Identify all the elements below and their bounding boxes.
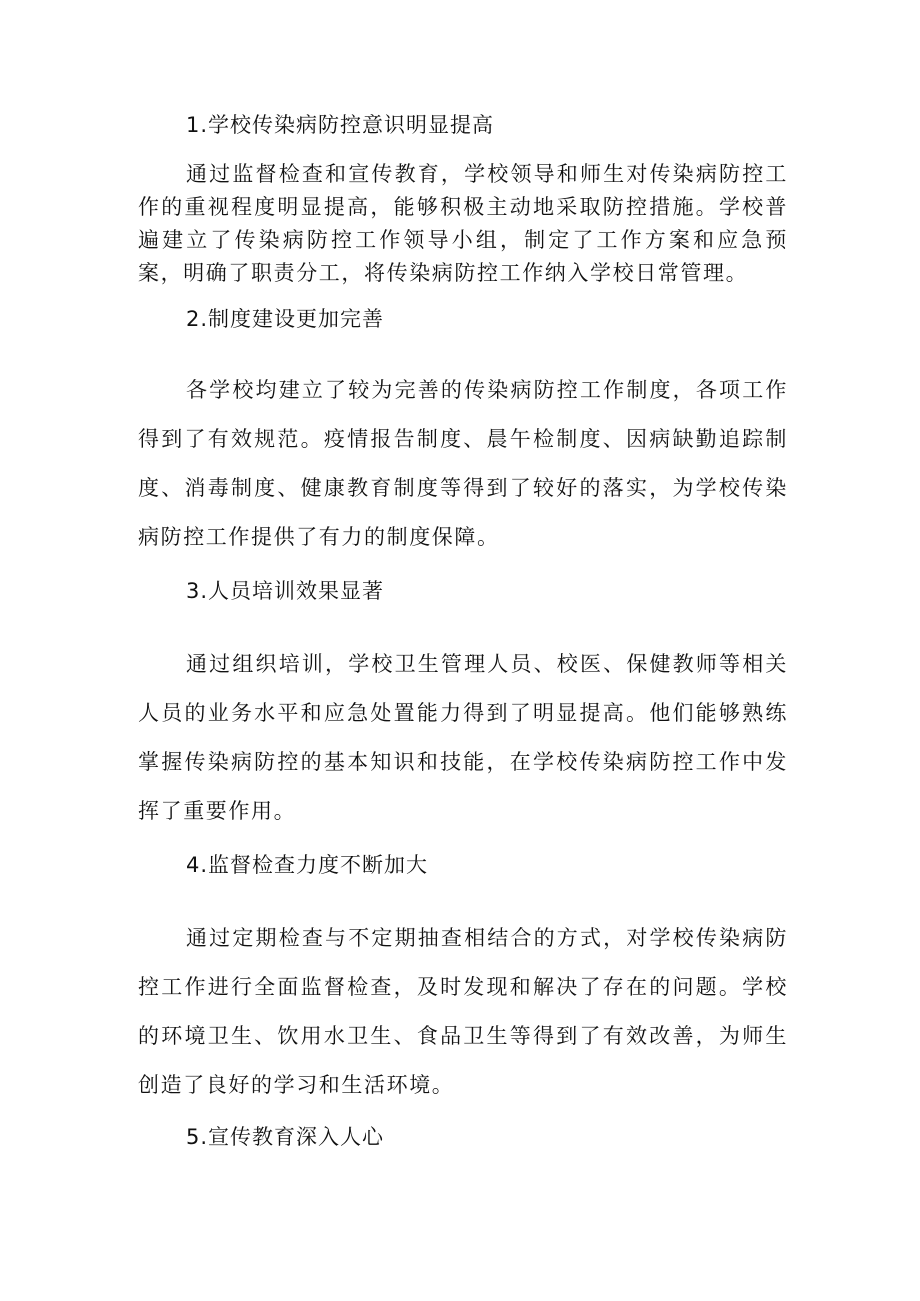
section-3-heading: 3.人员培训效果显著: [186, 579, 385, 603]
section-4-heading: 4.监督检查力度不断加大: [186, 853, 429, 877]
section-5-heading: 5.宣传教育深入人心: [186, 1125, 385, 1149]
section-4-body: 通过定期检查与不定期抽查相结合的方式，对学校传染病防控工作进行全面监督检查，及时发现和解决了存在的问题。学校的环境卫生、饮用水卫生、食品卫生等得到了有效改善，为师生创造了良好的学习和生活环境。: [138, 926, 788, 1097]
section-1-body: 通过监督检查和宣传教育，学校领导和师生对传染病防控工作的重视程度明显提高，能够积极主动地采取防控措施。学校普遍建立了传染病防控工作领导小组，制定了工作方案和应急预案，明确了职责分工，将传染病防控工作纳入学校日常管理。: [138, 162, 788, 285]
section-2-body: 各学校均建立了较为完善的传染病防控工作制度，各项工作得到了有效规范。疫情报告制度、晨午检制度、因病缺勤追踪制度、消毒制度、健康教育制度等得到了较好的落实，为学校传染病防控工作提供了有力的制度保障。: [138, 378, 788, 549]
section-1-heading: 1.学校传染病防控意识明显提高: [186, 113, 495, 137]
section-2-heading: 2.制度建设更加完善: [186, 307, 385, 331]
section-3-body: 通过组织培训，学校卫生管理人员、校医、保健教师等相关人员的业务水平和应急处置能力得到了明显提高。他们能够熟练掌握传染病防控的基本知识和技能，在学校传染病防控工作中发挥了重要作用。: [138, 652, 788, 823]
